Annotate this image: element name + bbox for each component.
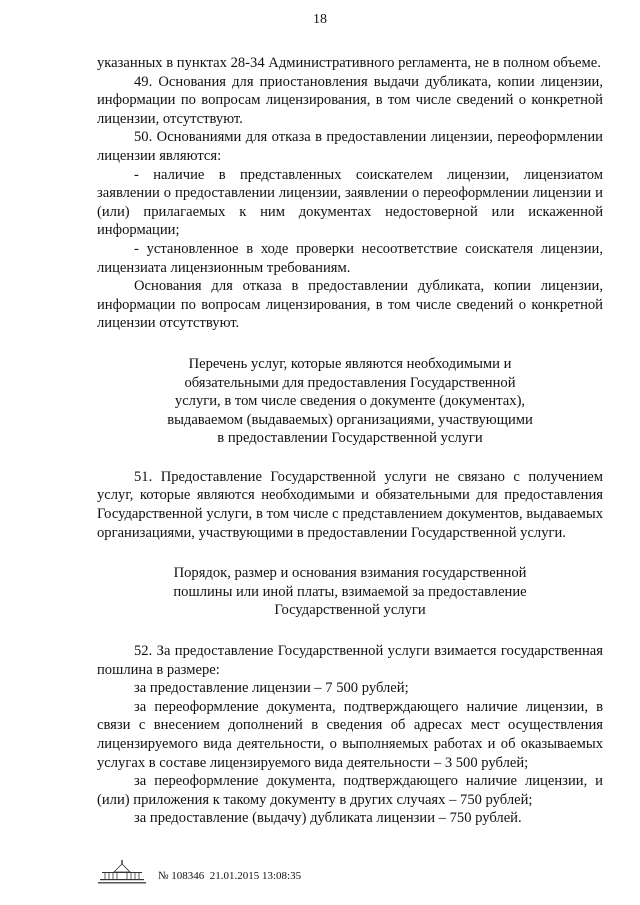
paragraph-51: 51. Предоставление Государственной услуги не связано с получением услуг, которые являются необходимыми и обязательными для предоставления Государственной услуги, в том числе с представлением документов, выдаваемых организациями, участвующими в предоставлении Государственной услуги. [97, 468, 603, 541]
paragraph-50-item-2: - установленное в ходе проверки несоответствие соискателя лицензии, лицензиата лицензионным требованиям. [97, 240, 603, 276]
document-footer [96, 858, 396, 888]
fee-item-license: за предоставление лицензии – 7 500 рублей; [134, 680, 409, 697]
heading-line: выдаваемом (выдаваемых) организациями, участвующими [167, 411, 533, 428]
heading-line: Перечень услуг, которые являются необходимыми и [188, 355, 512, 372]
paragraph-50-item-1: - наличие в представленных соискателем лицензии, лицензиатом заявлении о предоставлении лицензии, заявлении о переоформлении лицензии и (или) прилагаемых к ним документах недостоверной или искаженной информации; [97, 166, 603, 239]
heading-line: обязательными для предоставления Государственной [184, 374, 516, 391]
paragraph-duplicate-refusal: Основания для отказа в предоставлении дубликата, копии лицензии, информации по вопросам лицензирования, в том числе сведений о конкретной лицензии отсутствуют. [97, 278, 603, 332]
heading-line: услуги, в том числе сведения о документе (документах), [174, 393, 526, 410]
page-number: 18 [313, 12, 327, 27]
heading-line: Государственной услуги [274, 602, 426, 619]
document-timestamp: 21.01.2015 13:08:35 [209, 870, 302, 882]
government-building-logo-icon [96, 858, 148, 886]
paragraph-49: 49. Основания для приостановления выдачи дубликата, копии лицензии, информации по вопросам лицензирования, в том числе сведений о конкретной лицензии, отсутствуют. [97, 73, 603, 127]
paragraph-50: 50. Основаниями для отказа в предоставлении лицензии, переоформлении лицензии являются: [97, 129, 603, 164]
paragraph-52: 52. За предоставление Государственной услуги взимается государственная пошлина в размере: [97, 643, 603, 678]
paragraph-continuation: указанных в пунктах 28-34 Административного регламента, не в полном объеме. [97, 55, 601, 71]
heading-line: в предоставлении Государственной услуги [217, 430, 483, 447]
heading-line: пошлины или иной платы, взимаемой за предоставление [173, 583, 527, 600]
fee-item-reissue-addresses: за переоформление документа, подтверждающего наличие лицензии, в связи с внесением дополнений в сведения об адресах мест осуществления лицензируемого вида деятельности, о выполняемых работах и об оказываемых услугах в составе лицензируемого вида деятельности – 3 500 рублей; [97, 698, 603, 771]
document-number: № 108346 [158, 870, 205, 882]
heading-line: Порядок, размер и основания взимания государственной [173, 565, 527, 582]
fee-item-reissue-other: за переоформление документа, подтверждающего наличие лицензии, и (или) приложения к такому документу в других случаях – 750 рублей; [97, 773, 603, 808]
document-body [97, 54, 603, 828]
section-heading-fee [97, 564, 603, 620]
fee-item-duplicate: за предоставление (выдачу) дубликата лицензии – 750 рублей. [134, 810, 522, 827]
footer-stamp-text [158, 867, 301, 886]
section-heading-services [97, 355, 603, 448]
